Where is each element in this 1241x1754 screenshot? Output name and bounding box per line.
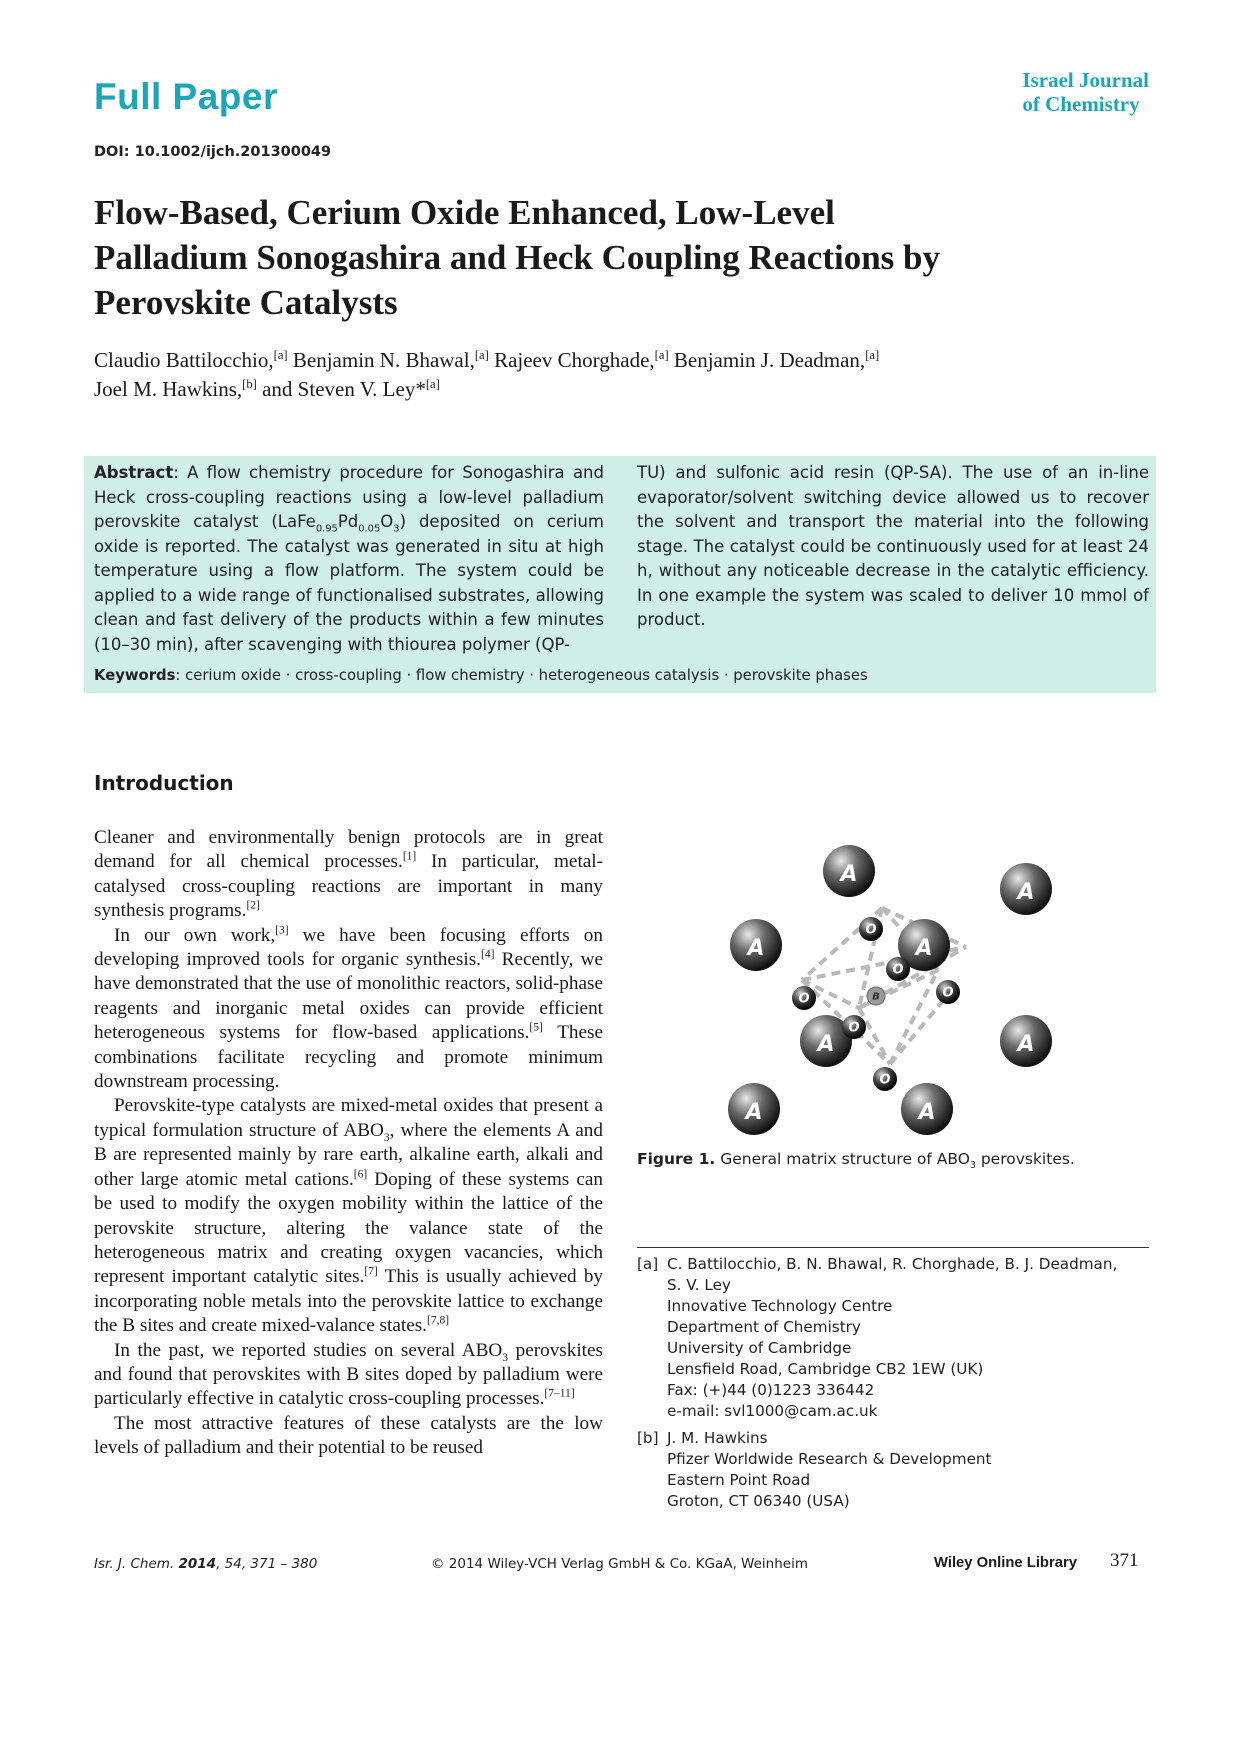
paragraph: Cleaner and environmentally benign protocols are in great demand for all chemical processes.[1] In particular, metal-catalysed cross-coupling reactions are important in many synthesis programs.[2] <box>94 827 604 922</box>
citation-ref[interactable]: [7,8] <box>426 1314 450 1327</box>
atom-label: A <box>915 935 933 961</box>
paragraph: In our own work,[3] we have been focusing efforts on developing improved tools for organic synthesis.[4] Recently, we have demonstrated that the use of monolithic reactors, solid-phase reagents and inorganic metal oxides can provide efficient heterogeneous systems for flow-based applications.[5] These combinations facilitate recycling and promote minimum downstream processing. <box>94 924 604 1093</box>
caption-text: General matrix structure of ABO <box>715 1150 970 1168</box>
atom-label: A <box>745 1099 763 1125</box>
author-name: Benjamin J. Deadman, <box>668 348 866 372</box>
paragraph: Perovskite-type catalysts are mixed-metal oxides that present a typical formulation structure of $ABO_3$, where the elements A and B are represented mainly by rare earth, alkaline earth, alkali and other large atomic metal cations.[6] Doping of these systems can be used to modify the oxygen mobility within the lattice of the perovskite structure, altering the valance state of the heterogeneous matrix and creating oxygen vacancies, which represent important catalytic sites.[7] This is usually achieved by incorporating noble metals into the perovskite lattice to exchange the B sites and create mixed-valance states.[7,8] <box>94 1095 604 1337</box>
citation-ref[interactable]: [7–11] <box>544 1387 575 1400</box>
citation-ref[interactable]: [6] <box>353 1168 368 1181</box>
atom-label: A <box>918 1099 936 1125</box>
affiliation-line: e-mail: svl1000@cam.ac.uk <box>667 1402 878 1420</box>
author-name: Joel M. Hawkins, <box>94 377 243 401</box>
affiliation-mark: [a] <box>474 348 489 362</box>
atom-label: O <box>865 922 877 938</box>
affiliation-mark: [a] <box>273 348 288 362</box>
affiliation-divider <box>637 1247 1149 1248</box>
affiliation-lines <box>667 1254 1117 1422</box>
affiliation-lines <box>667 1428 992 1512</box>
citation-ref[interactable]: [5] <box>529 1021 543 1034</box>
abstract-left-column <box>94 461 604 657</box>
copyright: © 2014 Wiley-VCH Verlag GmbH & Co. KGaA, Weinheim <box>431 1556 808 1572</box>
paragraph: In the past, we reported studies on several $ABO_3$ perovskites and found that perovskites with B sites doped by palladium were particularly effective in catalytic cross-coupling processes.[7–11] <box>94 1339 603 1410</box>
citation-ref[interactable]: [1] <box>402 851 417 864</box>
journal-name-line1: Israel Journal <box>1022 68 1149 92</box>
affiliation-tag: [a] <box>637 1255 659 1273</box>
affiliation-mark: [a] <box>865 348 880 362</box>
abstract-text: : A flow chemistry procedure for Sonogashira and Heck cross-coupling reactions using a low-level palladium perovskite catalyst (LaFe <box>94 463 604 531</box>
affiliation-line: Pfizer Worldwide Research & Development <box>667 1450 992 1468</box>
citation-ref[interactable]: [4] <box>480 948 495 961</box>
atom-label: O <box>798 991 810 1007</box>
affiliation-line: S. V. Ley <box>667 1276 731 1294</box>
doi: DOI: 10.1002/ijch.201300049 <box>94 144 332 160</box>
introduction-body <box>94 826 603 1461</box>
title-line-1: Flow-Based, Cerium Oxide Enhanced, Low-Level <box>94 193 835 232</box>
abstract-label: Abstract <box>94 463 174 482</box>
atom-label: O <box>848 1020 860 1036</box>
author-name: and Steven V. Ley* <box>256 377 426 401</box>
affiliation-line: University of Cambridge <box>667 1339 852 1357</box>
abstract-subscript: 0.05 <box>358 523 381 535</box>
author-name: Benjamin N. Bhawal, <box>287 348 475 372</box>
caption-subscript: 3 <box>969 1160 976 1172</box>
abstract-text: O <box>380 512 394 531</box>
journal-name <box>1022 68 1149 116</box>
figure-1-caption <box>637 1150 1075 1172</box>
affiliation-line: Innovative Technology Centre <box>667 1297 893 1315</box>
paragraph: The most attractive features of these catalysts are the low levels of palladium and their potential to be reused <box>94 1412 603 1459</box>
affiliation-line: Department of Chemistry <box>667 1318 861 1336</box>
atom-label: A <box>747 935 765 961</box>
affiliation-mark: [a] <box>654 348 669 362</box>
affiliation-line: J. M. Hawkins <box>667 1429 768 1447</box>
caption-label: Figure 1. <box>637 1150 716 1168</box>
abstract-subscript: 3 <box>393 523 400 535</box>
abstract-subscript: 0.95 <box>315 523 338 535</box>
atom-label: B <box>872 991 880 1003</box>
author-name: Rajeev Chorghade, <box>488 348 655 372</box>
affiliation-line: Lensfield Road, Cambridge CB2 1EW (UK) <box>667 1360 984 1378</box>
caption-text: perovskites. <box>975 1150 1075 1168</box>
section-label: Full Paper <box>94 76 278 117</box>
wiley-online-library-link[interactable]: Wiley Online Library <box>934 1555 1077 1571</box>
atom-label: O <box>892 962 904 978</box>
atom-label: A <box>840 861 858 887</box>
affiliation-line: Fax: (+)44 (0)1223 336442 <box>667 1381 875 1399</box>
atom-label: A <box>817 1031 835 1057</box>
keywords-label: Keywords <box>94 667 176 684</box>
atom-label: A <box>1017 1031 1035 1057</box>
perovskite-structure-diagram <box>682 822 1102 1142</box>
title-line-2: Palladium Sonogashira and Heck Coupling Reactions by <box>94 238 940 277</box>
affiliation-a <box>637 1254 1117 1422</box>
affiliation-tag: [b] <box>637 1429 659 1447</box>
author-name: Claudio Battilocchio, <box>94 348 274 372</box>
affiliation-line: Groton, CT 06340 (USA) <box>667 1492 850 1510</box>
citation-ref[interactable]: [2] <box>246 899 260 912</box>
atom-label: O <box>942 985 954 1001</box>
journal-name-line2: of Chemistry <box>1022 92 1140 116</box>
citation-ref[interactable]: [3] <box>275 924 289 937</box>
atom-label: A <box>1017 879 1035 905</box>
author-list <box>94 346 1154 404</box>
page-number: 371 <box>1110 1550 1139 1571</box>
abstract-text: ) deposited on cerium oxide is reported. The catalyst was generated in situ at high temperature using a flow platform. The system could be applied to a wide range of functionalised substrates, allowing clean and fast delivery of the products within a few minutes (10–30 min), after scavenging with thiourea polymer (QP- <box>94 512 604 654</box>
title-line-3: Perovskite Catalysts <box>94 283 398 322</box>
citation-footer: Isr. J. Chem. 2014, 54, 371 – 380 <box>94 1556 318 1572</box>
section-heading-introduction: Introduction <box>94 771 234 795</box>
affiliation-line: C. Battilocchio, B. N. Bhawal, R. Chorghade, B. J. Deadman, <box>667 1255 1118 1273</box>
abstract-text: Pd <box>337 512 359 531</box>
affiliation-mark: [b] <box>242 377 257 391</box>
figure-1 <box>682 822 1102 1142</box>
abstract-right-column: TU) and sulfonic acid resin (QP-SA). The use of an in-line evaporator/solvent switching device allowed us to recover the solvent and transport the material into the following stage. The catalyst could be continuously used for at least 24 h, without any noticeable decrease in the catalytic efficiency. In one example the system was scaled to deliver 10 mmol of product. <box>637 463 1149 629</box>
atom-label: O <box>879 1072 891 1088</box>
keywords-list: : cerium oxide · cross-coupling · flow chemistry · heterogeneous catalysis · perovskite phases <box>175 667 868 684</box>
affiliation-mark: [a] <box>425 377 440 391</box>
paper-title <box>94 190 1154 325</box>
affiliation-b <box>637 1428 992 1512</box>
affiliation-line: Eastern Point Road <box>667 1471 811 1489</box>
citation-ref[interactable]: [7] <box>364 1265 378 1278</box>
keywords <box>94 667 868 684</box>
